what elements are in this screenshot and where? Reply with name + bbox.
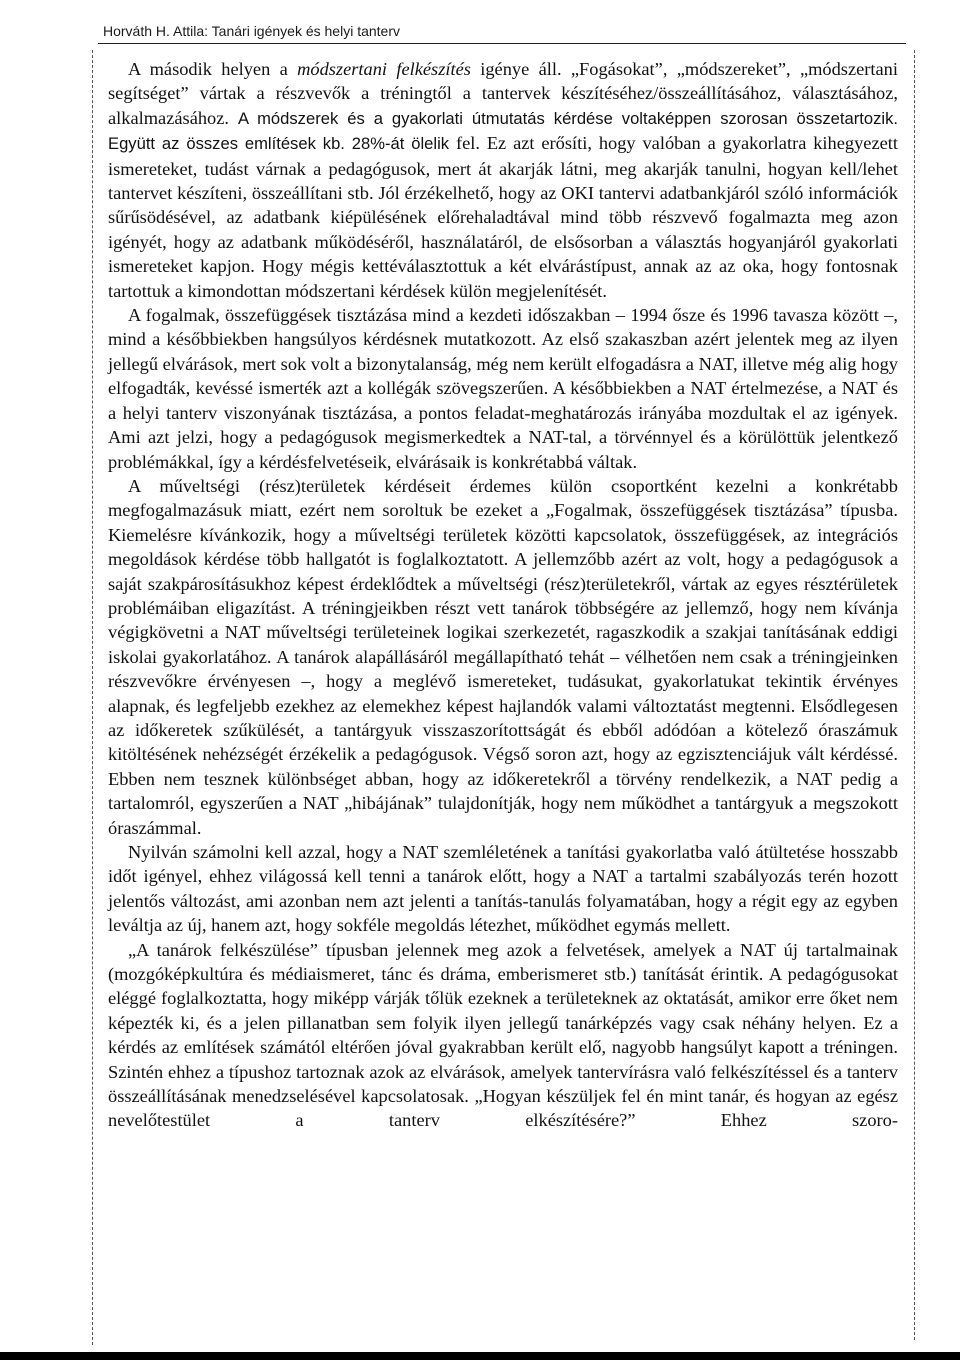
paragraph-1-part-c: igénye áll. „Fogásokat”, „módszereket”, „módszertani segítséget” vártak a részvevők a tréningtől a tantervek készítéséhez/összeállításához, választásához, alkalmazásához. <box>108 59 898 128</box>
paragraph-1-part-e: fel. Ez azt erősíti, hogy valóban a gyakorlatra kihegyezett ismereteket, tudást várnak a pedagógusok, mert át akarják látni, meg akarják tanulni, hogyan kell/lehet tantervet készíteni, összeállítani stb. Jól érzékelhető, hogy az OKI tantervi adatbankjáról szóló információk sűrűsödésével, az adatbank kiépülésének előrehaladtával mind több részvevő fogalmazta meg azon igényét, hogy az adatbank működéséről, használatáról, de elsősorban a választás hogyanjáról gyakorlati ismereteket kapjon. Hogy mégis kettéválasztottuk a két elvárástípust, annak az az oka, hogy fontosnak tartottuk a kimondottan módszertani kérdések külön megjelenítését. <box>108 133 898 301</box>
body-text <box>108 57 898 1133</box>
paragraph-1 <box>108 57 898 303</box>
header-rule <box>98 43 906 44</box>
right-margin-line <box>914 50 915 1340</box>
running-header: Horváth H. Attila: Tanári igények és helyi tanterv <box>103 23 401 39</box>
paragraph-4: Nyilván számolni kell azzal, hogy a NAT szemléletének a tanítási gyakorlatba való átültetése hosszabb időt igényel, ehhez világossá kell tenni a tanárok előtt, hogy a NAT a tartalmi szabályozás terén hozott jelentős változást, ami azonban nem azt jelenti a tanítás-tanulás folyamatában, hogy a régit egy az egyben leváltja az új, hanem azt, hogy sokféle megoldás létezhet, működhet egymás mellett. <box>108 842 898 936</box>
paragraph-3: A műveltségi (rész)területek kérdéseit érdemes külön csoportként kezelni a konkrétabb megfogalmazásuk miatt, ezért nem soroltuk be ezeket a „Fogalmak, összefüggések tisztázása” típusba. Kiemelésre kívánkozik, hogy a műveltségi területek közötti kapcsolatok, összefüggések, az integrációs megoldások kérdése több hallgatót is foglalkoztatott. A jellemzőbb azért az volt, hogy a pedagógusok a saját szakpárosításukhoz képest érdeklődtek a műveltségi (rész)területekről, vártak az egyes résztérületek problémáiban eligazítást. A tréningjeikben részt vett tanárok többségére az jellemző, hogy nem kívánja végigkövetni a NAT műveltségi területeinek logikai szerkezetét, ragaszkodik a szakjai tanításának eddigi iskolai gyakorlatához. A tanárok alapállásáról megállapítható tehát – vélhetően nem csak a tréningjeinken részvevőkre érvényesen –, hogy a meglévő ismereteket, tudásukat, gyakorlatukat tekintik érvényes alapnak, és legfeljebb ezekhez az elemekhez képest hajlandók valami változtatást megtenni. Elsődlegesen az időkeretek szűkülését, a tantárgyuk visszaszorítottságát és ebből adódóan a kötelező óraszámuk kitöltésének nehézségét érzékelik a pedagógusok. Végső soron azt, hogy az egzisztenciájuk vált kérdéssé. Ebben nem tesznek különbséget abban, hogy az időkeretekről a törvény rendelkezik, a NAT pedig a tartalomról, egyszerűen a NAT „hibájának” tulajdonítják, hogy nem működhet a tantárgyuk a megszokott óraszámmal. <box>108 475 898 838</box>
paragraph-1-emphasis: módszertani felkészítés <box>297 59 471 79</box>
bottom-scan-border <box>0 1352 960 1360</box>
left-margin-line <box>92 50 93 1345</box>
paragraph-1-part-a: A második helyen a <box>128 59 298 79</box>
paragraph-1-sans-passage: A módszerek és a gyakorlati útmutatás kérdése voltaképpen szorosan összetartozik. Együtt az összes említések kb. 28%-át ölelik <box>108 108 898 154</box>
paragraph-5: „A tanárok felkészülése” típusban jelennek meg azok a felvetések, amelyek a NAT új tartalmainak (mozgóképkultúra és médiaismeret, tánc és dráma, emberismeret stb.) tanítását érintik. A pedagógusokat eléggé foglalkoztatta, hogy miképp várják tőlük ezeknek a területeknek az oktatását, amikor erre őket nem képezték ki, és a jelen pillanatban sem folyik ilyen jellegű tanárképzés vagy csak néhány helyen. Ez a kérdés az említések számától eltérően jóval gyakrabban került elő, nagyobb hangsúlyt kapott a tréningen. Szintén ehhez a típushoz tartoznak azok az elvárások, amelyek tantervírásra való felkészítéssel és a tanterv összeállításának menedzselésével kapcsolatosak. „Hogyan készüljek fel én mint tanár, és hogyan az egész nevelőtestület a tanterv elkészítésére?” Ehhez szoro- <box>108 939 898 1131</box>
paragraph-2: A fogalmak, összefüggések tisztázása mind a kezdeti időszakban – 1994 ősze és 1996 tavasza között –, mind a későbbiekben hangsúlyos kérdésnek mutatkozott. Az első szakaszban azért jelentek meg az ilyen jellegű elvárások, mert sok volt a bizonytalanság, még nem került elfogadásra a NAT, illetve még alig hogy elfogadták, kevéssé ismerték azt a kollégák szövegszerűen. A későbbiekben a NAT értelmezése, a NAT és a helyi tanterv viszonyának tisztázása, a pontos feladat-meghatározás irányába mozdultak el az igények. Ami azt jelzi, hogy a pedagógusok megismerkedtek a NAT-tal, a törvénnyel és a körülöttük jelentkező problémákkal, így a kérdésfelvetéseik, elvárásaik is konkrétabbá váltak. <box>108 305 898 472</box>
